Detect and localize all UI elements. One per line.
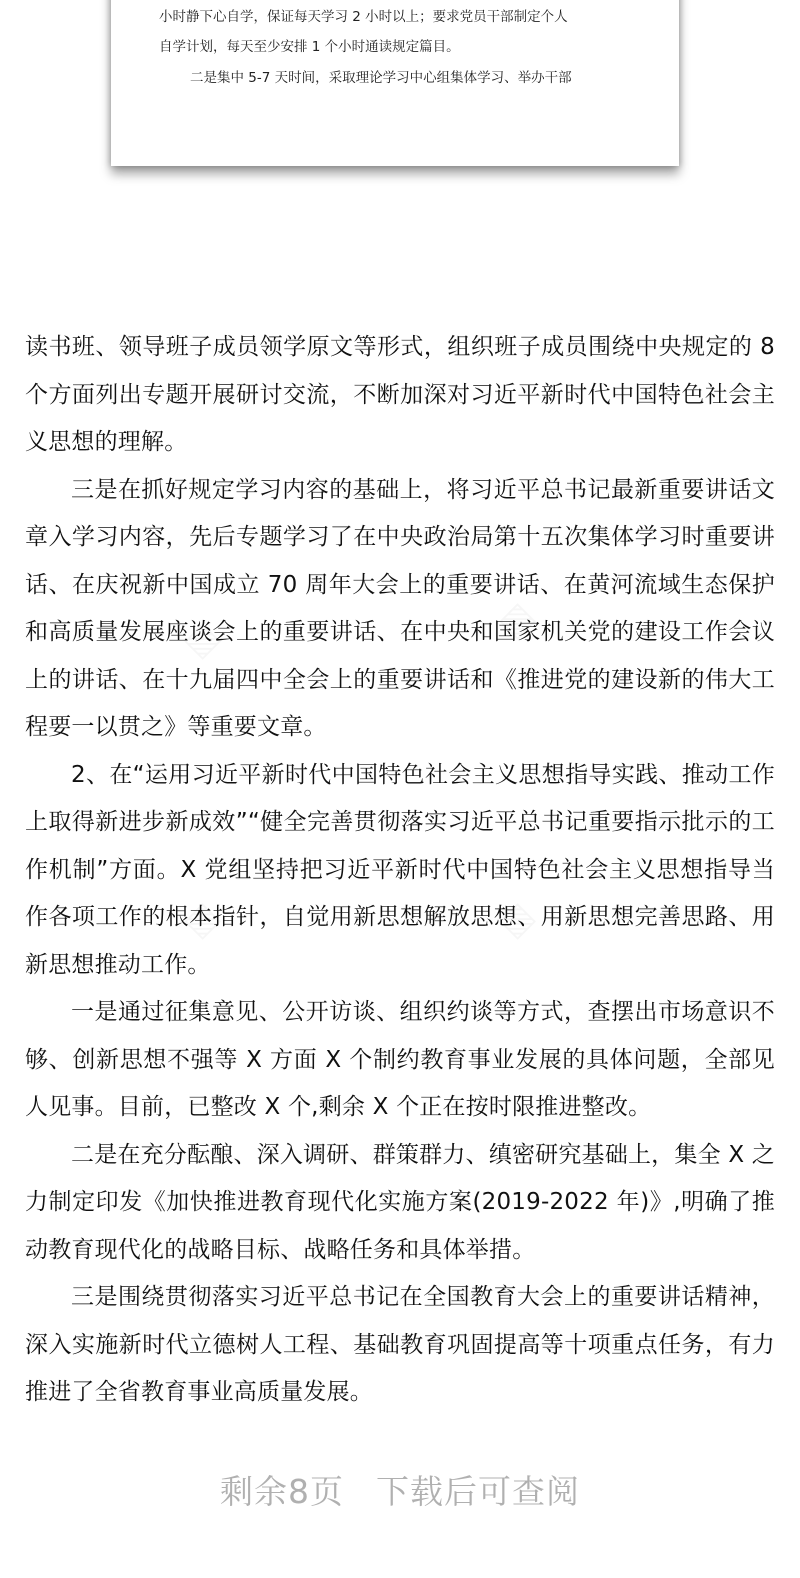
- paragraph: 读书班、领导班子成员领学原文等形式，组织班子成员围绕中央规定的 8 个方面列出专题开展研讨交流，不断加深对习近平新时代中国特色社会主义思想的理解。: [25, 334, 775, 455]
- remaining-pages-label: 剩余8页: [220, 1472, 344, 1511]
- download-hint-label: 下载后可查阅: [376, 1472, 580, 1511]
- preview-line-2: 自学计划，每天至少安排 1 个小时通读规定篇目。: [159, 39, 460, 55]
- preview-line-1: 小时静下心自学，保证每天学习 2 小时以上；要求党员干部制定个人: [159, 9, 568, 25]
- paragraph: 二是在充分酝酿、深入调研、群策群力、缜密研究基础上，集全 X 之力制定印发《加快推进教育现代化实施方案(2019-2022 年)》,明确了推动教育现代化的战略目标、战略任务和具体举措。: [25, 1141, 775, 1263]
- paragraph: 一是通过征集意见、公开访谈、组织约谈等方式，查摆出市场意识不够、创新思想不强等 X 方面 X 个制约教育事业发展的具体问题，全部见人见事。目前，已整改 X 个,剩余 X 个正在按时限推进整改。: [25, 999, 775, 1120]
- preview-card: [111, 0, 679, 166]
- paragraph: 三是围绕贯彻落实习近平总书记在全国教育大会上的重要讲话精神，深入实施新时代立德树人工程、基础教育巩固提高等十项重点任务，有力推进了全省教育事业高质量发展。: [25, 1284, 775, 1405]
- paragraph: 三是在抓好规定学习内容的基础上，将习近平总书记最新重要讲话文章入学习内容，先后专题学习了在中央政治局第十五次集体学习时重要讲话、在庆祝新中国成立 70 周年大会上的重要讲话、在黄河流域生态保护和高质量发展座谈会上的重要讲话、在中央和国家机关党的建设工作会议上的讲话、在十九届四中全会上的重要讲话和《推进党的建设新的伟大工程要一以贯之》等重要文章。: [25, 476, 775, 740]
- preview-line-3: 二是集中 5-7 天时间，采取理论学习中心组集体学习、举办干部: [190, 70, 572, 86]
- document-body: [25, 324, 775, 1417]
- paragraph: 2、在“运用习近平新时代中国特色社会主义思想指导实践、推动工作上取得新进步新成效”“健全完善贯彻落实习近平总书记重要指示批示的工作机制”方面。X 党组坚持把习近平新时代中国特色社会主义思想指导当作各项工作的根本指针，自觉用新思想解放思想、用新思想完善思路、用新思想推动工作。: [25, 761, 775, 978]
- download-prompt[interactable]: [0, 1466, 800, 1513]
